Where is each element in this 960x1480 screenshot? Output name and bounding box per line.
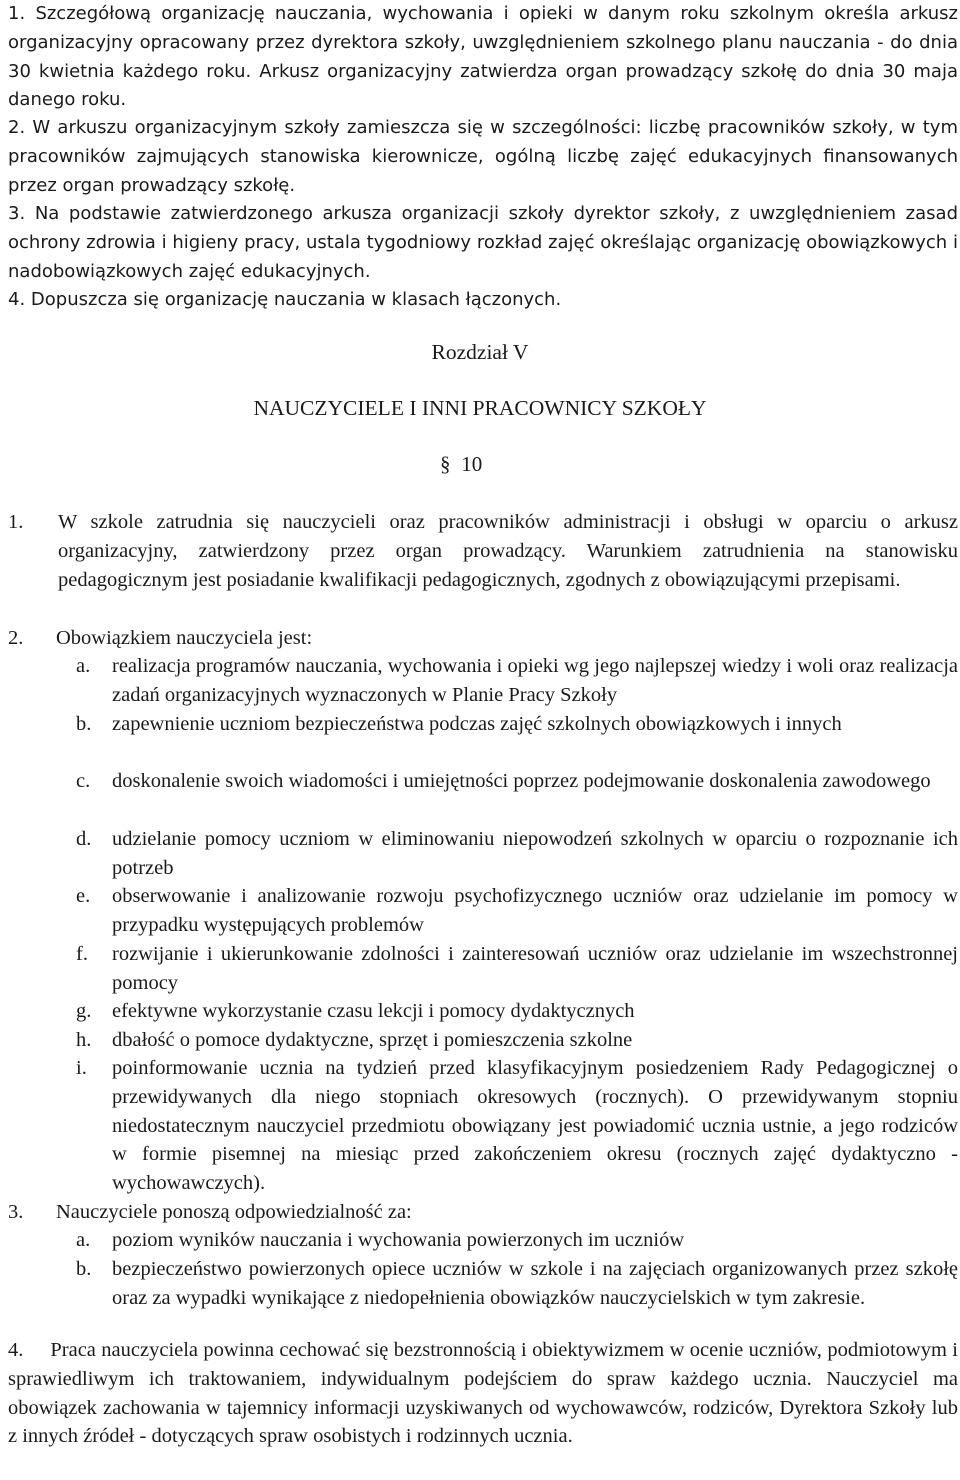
item-text: doskonalenie swoich wiadomości i umiejętności poprzez podejmowanie doskonalenia zawodowego (112, 770, 931, 792)
item-label: d. (76, 828, 92, 850)
item-label: i. (76, 1057, 87, 1079)
point-1 (8, 0, 958, 115)
item-label: c. (76, 770, 91, 792)
duty-item-i (76, 1054, 958, 1198)
responsibility-item-b (76, 1255, 958, 1313)
point-text: Na podstawie zatwierdzonego arkusza organizacji szkoły dyrektor szkoły, z uwzględnieniem zasad ochrony zdrowia i higieny pracy, ustala tygodniowy rozkład zajęć określając organizację obowiązkowych i nadobowiązkowych zajęć edukacyjnych. (8, 203, 958, 282)
item-text: dbałość o pomoce dydaktyczne, sprzęt i pomieszczenia szkolne (112, 1029, 633, 1051)
section-number: 10 (461, 452, 483, 476)
item-label: g. (76, 1000, 92, 1022)
point-number: 1. (8, 511, 24, 533)
responsibility-item-a (76, 1226, 958, 1255)
point-text: W arkuszu organizacyjnym szkoły zamieszcza się w szczególności: liczbę pracowników szkoły, w tym pracowników zajmujących stanowiska kierownicze, ogólną liczbę zajęć edukacyjnych finansowanych przez organ prowadzący szkołę. (8, 117, 958, 196)
section-heading (440, 452, 482, 477)
section-point-2 (8, 624, 958, 653)
item-text: realizacja programów nauczania, wychowania i opieki wg jego najlepszej wiedzy i woli oraz realizacja zadań organizacyjnych wyznaczonych w Planie Pracy Szkoły (112, 655, 958, 706)
point-text: Szczegółową organizację nauczania, wychowania i opieki w danym roku szkolnym określa arkusz organizacyjny opracowany przez dyrektora szkoły, uwzględnieniem szkolnego planu nauczania - do dnia 30 kwietnia każdego roku. Arkusz organizacyjny zatwierdza organ prowadzący szkołę do dnia 30 maja danego roku. (8, 3, 958, 111)
item-label: b. (76, 1258, 92, 1280)
duty-item-b (76, 710, 958, 739)
item-text: bezpieczeństwo powierzonych opiece uczniów w szkole i na zajęciach organizowanych przez szkołę oraz za wypadki wynikające z niedopełnienia obowiązków nauczycielskich w tym zakresie. (112, 1258, 958, 1309)
item-text: rozwijanie i ukierunkowanie zdolności i zainteresowań uczniów oraz udzielanie im wszechstronnej pomocy (112, 943, 958, 994)
duty-item-c (76, 767, 958, 796)
point-number: 1. (8, 3, 26, 24)
point-3 (8, 200, 958, 286)
item-label: h. (76, 1029, 92, 1051)
point-number: 4. (8, 1339, 24, 1361)
point-number: 3. (8, 1201, 24, 1223)
point-number: 2. (8, 627, 24, 649)
duty-item-e (76, 882, 958, 940)
item-label: f. (76, 943, 88, 965)
item-label: a. (76, 1229, 91, 1251)
item-label: e. (76, 885, 91, 907)
item-text: zapewnienie uczniom bezpieczeństwa podczas zajęć szkolnych obowiązkowych i innych (112, 713, 842, 735)
item-text: poinformowanie ucznia na tydzień przed klasyfikacyjnym posiedzeniem Rady Pedagogicznej o przewidywanych dla niego stopniach okresowych (rocznych). O przewidywanym stopniu niedostatecznym nauczyciel przedmiotu obowiązany jest powiadomić ucznia ustnie, a jego rodziców w formie pisemnej na miesiąc przed zakończeniem okresu (rocznych zajęć dydaktyczno - wychowawczych). (112, 1057, 958, 1195)
item-text: efektywne wykorzystanie czasu lekcji i pomocy dydaktycznych (112, 1000, 635, 1022)
point-text: W szkole zatrudnia się nauczycieli oraz pracowników administracji i obsługi w oparciu o arkusz organizacyjny, zatwierdzony przez organ prowadzący. Warunkiem zatrudnienia na stanowisku pedagogicznym jest posiadanie kwalifikacji pedagogicznych, zgodnych z obowiązującymi przepisami. (58, 511, 958, 591)
section-point-4 (8, 1336, 958, 1451)
point-text: Nauczyciele ponoszą odpowiedzialność za: (56, 1201, 412, 1223)
item-text: obserwowanie i analizowanie rozwoju psychofizycznego uczniów oraz udzielanie im pomocy w przypadku występujących problemów (112, 885, 958, 936)
point-text: Praca nauczyciela powinna cechować się bezstronnością i obiektywizmem w ocenie uczniów, podmiotowym i sprawiedliwym ich traktowaniem, indywidualnym podejściem do spraw każdego ucznia. Nauczyciel ma obowiązek zachowania w tajemnicy informacji uzyskiwanych od wychowawców, rodziców, Dyrektora Szkoły lub z innych źródeł - dotyczących spraw osobistych i rodzinnych ucznia. (8, 1339, 959, 1448)
section-point-1 (8, 508, 958, 594)
duty-item-d (76, 825, 958, 883)
item-label: a. (76, 655, 91, 677)
duty-item-a (76, 652, 958, 710)
duty-item-h (76, 1026, 958, 1055)
section-point-3 (8, 1198, 958, 1227)
point-2 (8, 114, 958, 200)
chapter-heading: Rozdział V (431, 340, 529, 364)
duty-item-g (76, 997, 958, 1026)
point-number: 4. (8, 289, 26, 310)
section-symbol: § (440, 452, 451, 476)
item-label: b. (76, 713, 92, 735)
item-text: poziom wyników nauczania i wychowania powierzonych im uczniów (112, 1229, 685, 1251)
point-text: Obowiązkiem nauczyciela jest: (56, 627, 313, 649)
point-number: 3. (8, 203, 26, 224)
point-number: 2. (8, 117, 26, 138)
item-text: udzielanie pomocy uczniom w eliminowaniu niepowodzeń szkolnych w oparciu o rozpoznanie ich potrzeb (112, 828, 958, 879)
point-4 (8, 286, 958, 315)
point-text: Dopuszcza się organizację nauczania w klasach łączonych. (30, 289, 562, 310)
chapter-title: NAUCZYCIELE I INNI PRACOWNICY SZKOŁY (253, 396, 707, 420)
duty-item-f (76, 940, 958, 998)
